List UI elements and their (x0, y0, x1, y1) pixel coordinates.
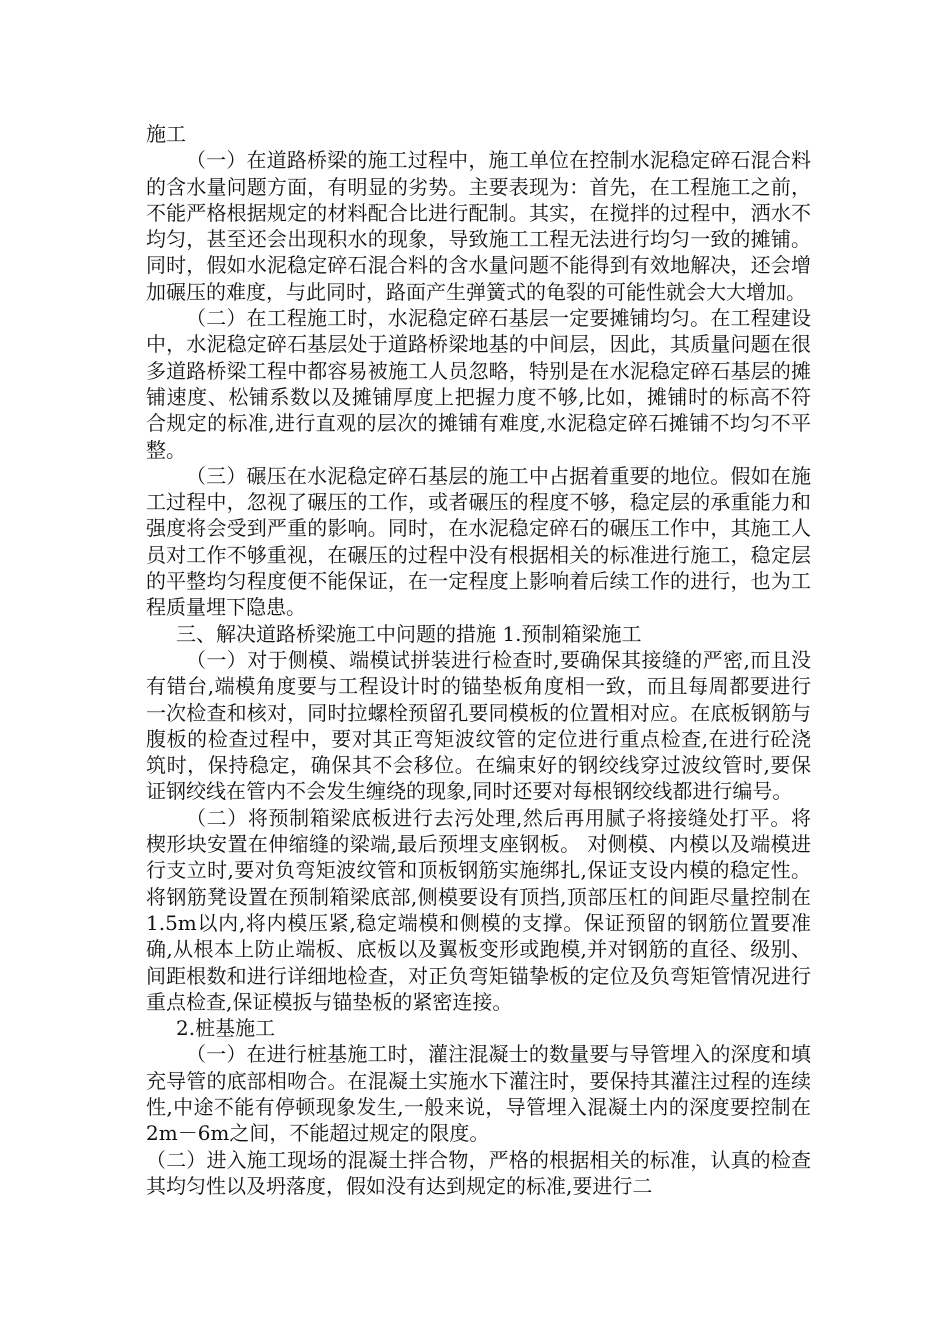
paragraph-pile-concrete-pouring: （一）在进行桩基施工时，灌注混凝士的数量要与导管埋入的深度和填充导管的底部相吻合。在混凝土实施水下灌注时，要保持其灌注过程的连续性,中途不能有停顿现象发生,一般来说，导管埋入混凝土内的深度要控制在2m－6m之间，不能超过规定的限度。 (146, 1042, 811, 1146)
paragraph-concrete-mix-check: （二）进入施工现场的混凝土拌合物，严格的根据相关的标准，认真的检查其均匀性以及坍落度，假如没有达到规定的标准,要进行二 (146, 1147, 811, 1198)
paragraph-continuation: 施工 (146, 122, 186, 146)
paragraph-formwork-inspection: （一）对于侧模、端模试拼装进行检查时,要确保其接缝的严密,而且没有错台,端模角度要与工程设计时的锚垫板角度相一致，而且每周都要进行一次检查和核对，同时拉螺栓预留孔要同模板的位置相对应。在底板钢筋与腹板的检查过程中，要对其正弯矩波纹管的定位进行重点检查,在进行砼浇筑时，保持稳定，确保其不会移位。在编束好的钢绞线穿过波纹管时,要保证钢绞线在管内不会发生缠绕的现象,同时还要对每根钢绞线都进行编号。 (146, 647, 811, 804)
paragraph-moisture-control: （一）在道路桥梁的施工过程中，施工单位在控制水泥稳定碎石混合料的含水量问题方面，有明显的劣势。主要表现为：首先，在工程施工之前，不能严格根据规定的材料配合比进行配制。其实，在搅拌的过程中，洒水不均匀，甚至还会出现积水的现象，导致施工工程无法进行均匀一致的摊铺。同时，假如水泥稳定碎石混合料的含水量问题不能得到有效地解决，还会增加碾压的难度，与此同时，路面产生弹簧式的龟裂的可能性就会大大增加。 (146, 148, 811, 304)
paragraph-box-girder-base: （二）将预制箱梁底板进行去污处理,然后再用腻子将接缝处打平。将楔形块安置在伸缩缝的梁端,最后预埋支座钢板。 对侧模、内模以及端模进行支立时,要对负弯矩波纹管和顶板钢筋实施绑扎,保证支设内模的稳定性。将钢筋凳设置在预制箱梁底部,侧模要设有顶挡,顶部压杠的间距尽量控制在1.5m以内,将内模压紧,稳定端模和侧模的支撑。保证预留的钢筋位置要准确,从根本上防止端板、底板以及翼板变形或跑模,并对钢筋的直径、级别、间距根数和进行详细地检查，对正负弯矩锚挚板的定位及负弯矩管情况进行重点检查,保证模扳与锚垫板的紧密连接。 (146, 805, 811, 1014)
paragraph-compaction: （三）碾压在水泥稳定碎石基层的施工中占据着重要的地位。假如在施工过程中，忽视了碾压的工作，或者碾压的程度不够，稳定层的承重能力和强度将会受到严重的影响。同时，在水泥稳定碎石的碾压工作中，其施工人员对工作不够重视，在碾压的过程中没有根据相关的标准进行施工，稳定层的平整均匀程度便不能保证，在一定程度上影响着后续工作的进行，也为工程质量埋下隐患。 (146, 463, 811, 620)
section-heading-pile-foundation: 2.桩基施工 (176, 1016, 276, 1041)
paragraph-paving-uniformity: （二）在工程施工时，水泥稳定碎石基层一定要摊铺均匀。在工程建设中，水泥稳定碎石基层处于道路桥梁地基的中间层，因此，其质量问题在很多道路桥梁工程中都容易被施工人员忽略，特别是在水泥稳定碎石基层的摊铺速度、松铺系数以及摊铺厚度上把握力度不够,比如，摊铺时的标高不符合规定的标准,进行直观的层次的摊铺有难度,水泥稳定碎石摊铺不均匀不平整。 (146, 306, 811, 462)
document-body (146, 121, 811, 1199)
section-heading-solutions: 三、解决道路桥梁施工中问题的措施 1.预制箱梁施工 (176, 621, 642, 646)
